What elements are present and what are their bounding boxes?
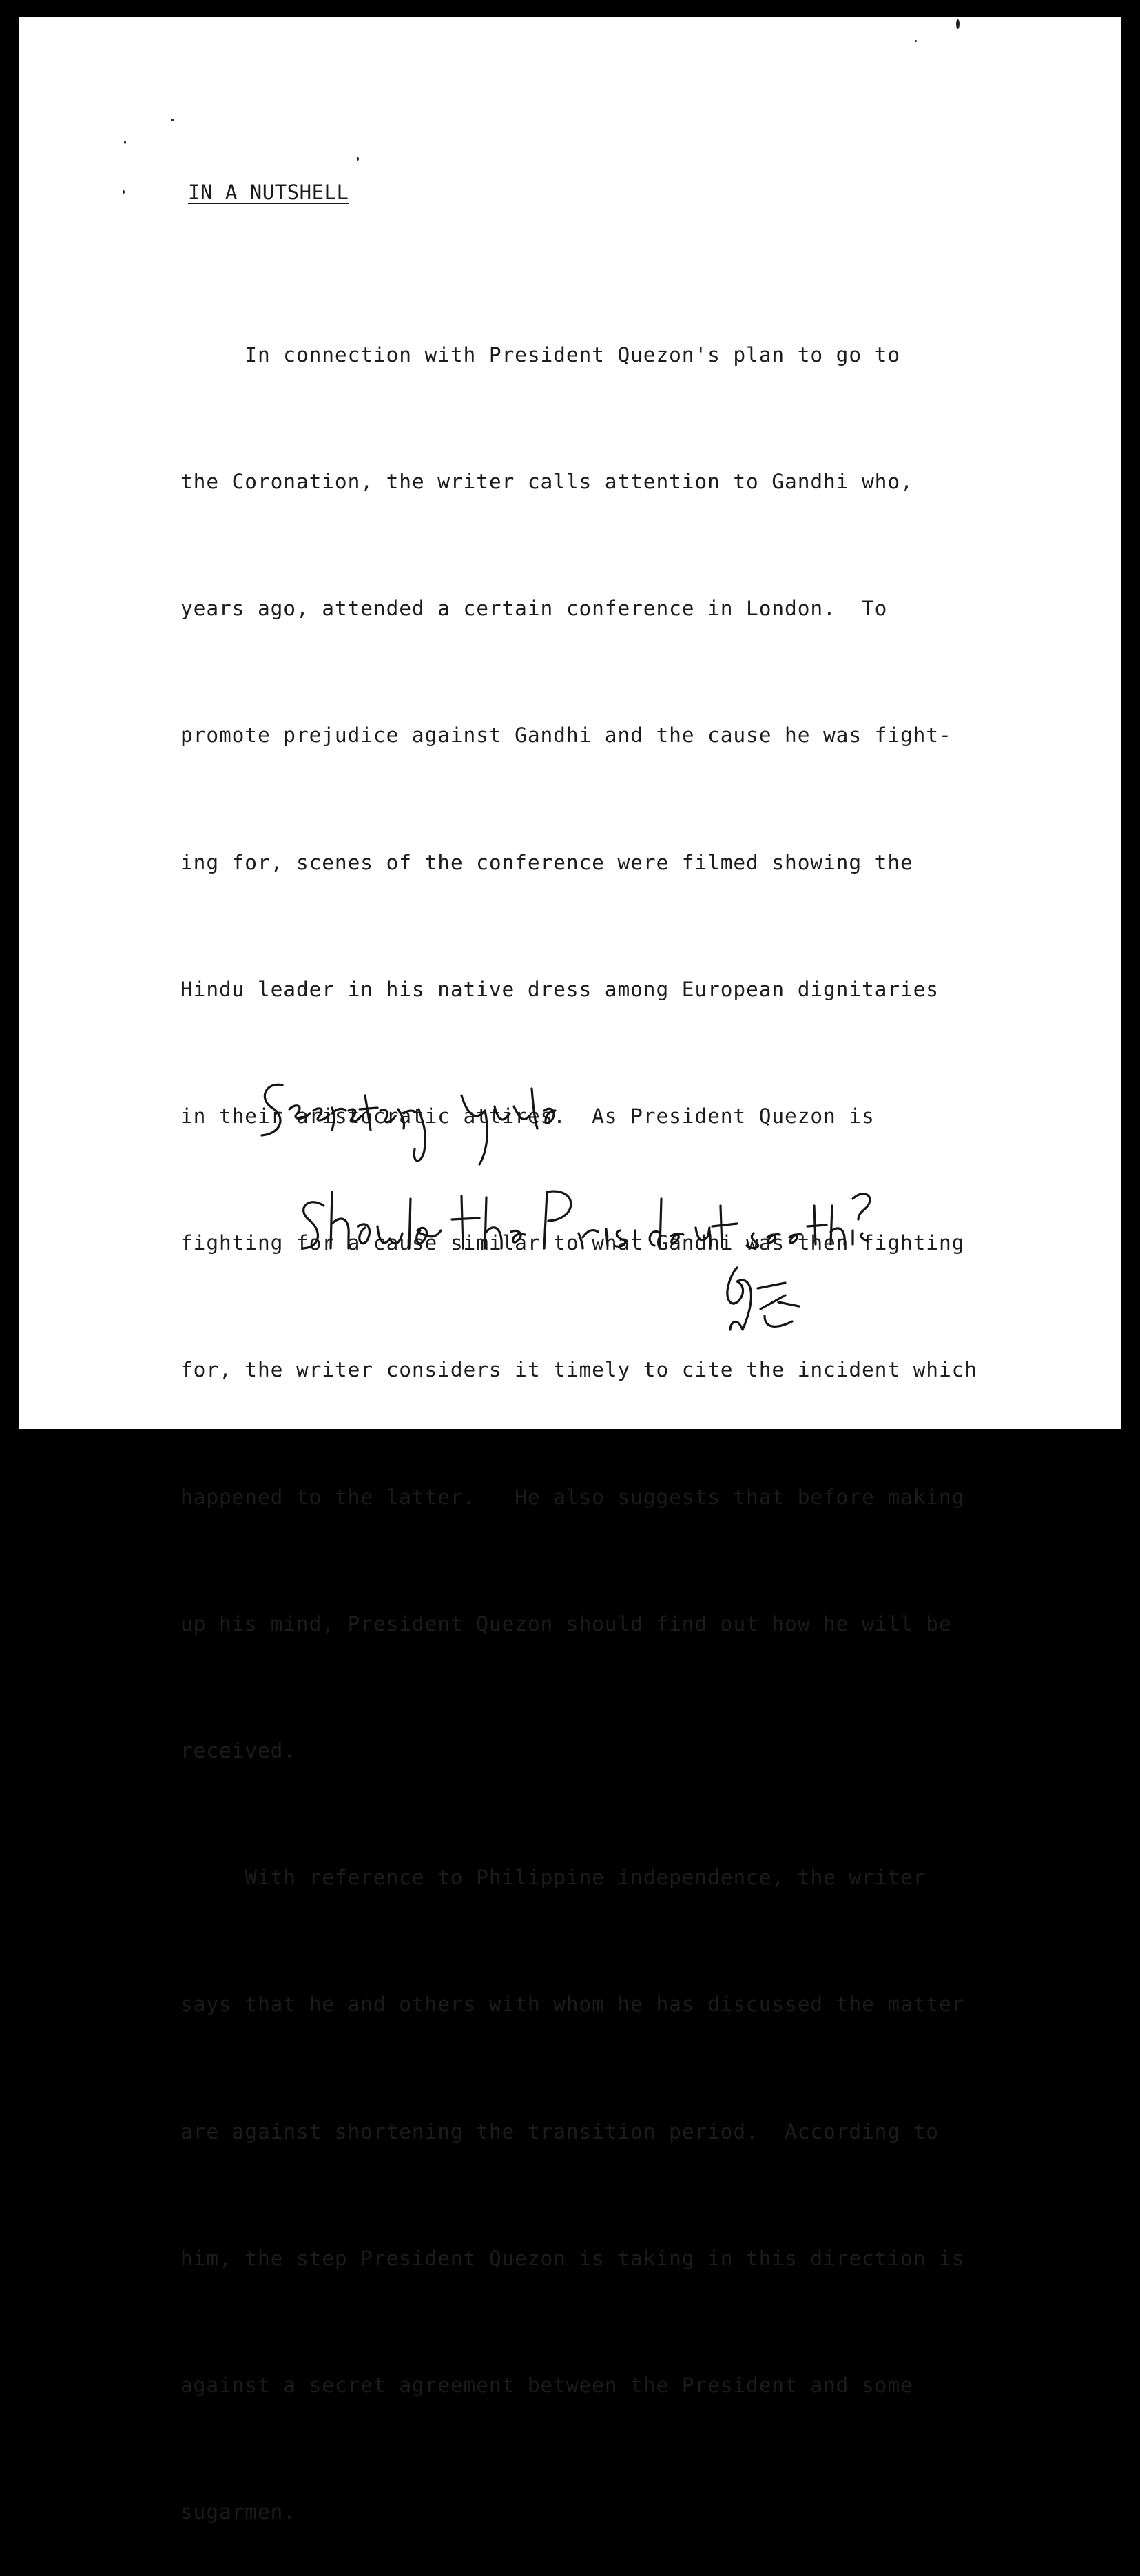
handwritten-line-should-president-see-this: [303, 1191, 870, 1248]
handwritten-annotation: [255, 1068, 875, 1343]
handwritten-initials: [727, 1268, 799, 1330]
handwritten-line-secretary-yulo: [262, 1084, 555, 1164]
text-line: In connection with President Quezon's plan to go to: [180, 342, 900, 367]
text-line: happened to the latter. He also suggests that before making: [180, 1485, 965, 1509]
typed-body: [180, 249, 1007, 2576]
text-line: promote prejudice against Gandhi and the cause he was fight-: [180, 723, 952, 748]
text-line: says that he and others with whom he has discussed the matter: [180, 1992, 965, 2017]
text-line: received.: [180, 1739, 296, 1763]
text-line: With reference to Philippine independence, the writer: [180, 1866, 926, 1890]
scan-speck: [357, 157, 359, 161]
text-line: for, the writer considers it timely to cite the incident which: [180, 1358, 977, 1382]
scan-speck: [123, 190, 125, 194]
text-line: Hindu leader in his native dress among European dignitaries: [180, 977, 939, 1001]
text-line: are against shortening the transition period. According to: [180, 2119, 939, 2143]
text-line: up his mind, President Quezon should find out how he will be: [180, 1611, 952, 1636]
text-line: the Coronation, the writer calls attention to Gandhi who,: [180, 470, 913, 494]
text-line: fighting for a cause similar to what Gandhi was then fighting: [180, 1231, 965, 1255]
text-line: years ago, attended a certain conference in London. To: [180, 597, 888, 621]
scan-speck: [915, 40, 917, 42]
text-line: sugarmen.: [180, 2500, 296, 2524]
text-line: in their aristocratic attires. As President Quezon is: [180, 1104, 875, 1129]
text-line: ing for, scenes of the conference were filmed showing the: [180, 850, 913, 874]
scan-speck: [124, 141, 126, 144]
document-heading: IN A NUTSHELL: [188, 181, 349, 204]
scan-speck: [171, 119, 174, 121]
text-line: against a secret agreement between the President and some: [180, 2373, 913, 2398]
text-line: him, the step President Quezon is taking in this direction is: [180, 2246, 965, 2270]
scan-speck: [956, 19, 960, 29]
